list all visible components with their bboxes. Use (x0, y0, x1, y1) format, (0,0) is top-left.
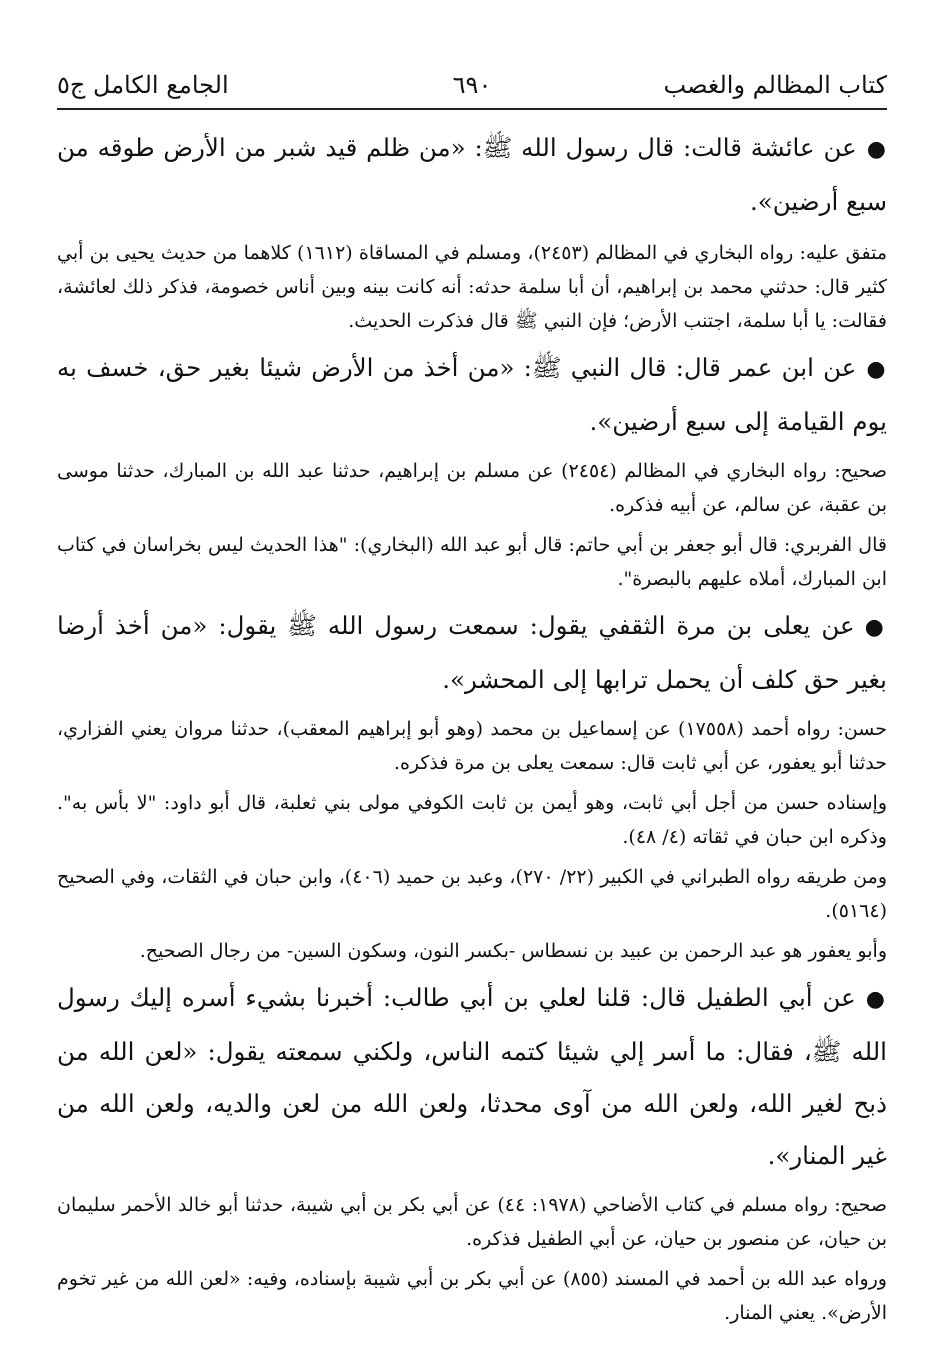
hadith-text: عن أبي الطفيل قال: قلنا لعلي بن أبي طالب: أخبرنا بشيء أسره إليك رسول الله ﷺ، فقال: ما أسر إلي شيئا كتمه الناس، ولكني سمعته يقول: «لعن الله من ذبح لغير الله، ولعن الله من آوى محدثا، ولعن الله من لعن والديه، ولعن الله من غير المنار». (57, 983, 887, 1170)
bullet-icon: ● (865, 987, 887, 1012)
page-number: ٦٩٠ (452, 71, 492, 99)
commentary-paragraph: صحيح: رواه البخاري في المظالم (٢٤٥٤) عن مسلم بن إبراهيم، حدثنا عبد الله بن المبارك، حدثنا موسى بن عقبة، عن سالم، عن أبيه فذكره. (57, 460, 887, 516)
hadith-paragraph (57, 342, 887, 448)
bullet-icon: ● (866, 357, 887, 382)
page-body (57, 122, 887, 1334)
bullet-icon: ● (864, 615, 887, 640)
commentary-paragraph: وأبو يعفور هو عبد الرحمن بن عبيد بن نسطاس -بكسر النون، وسكون السين- من رجال الصحيح. (139, 940, 887, 962)
commentary-paragraph: وإسناده حسن من أجل أبي ثابت، وهو أيمن بن ثابت الكوفي مولى بني ثعلبة، قال أبو داود: "لا بأس به". وذكره ابن حبان في ثقاته (٤/ ٤٨). (57, 792, 887, 848)
commentary-paragraph: ورواه عبد الله بن أحمد في المسند (٨٥٥) عن أبي بكر بن أبي شيبة بإسناده، وفيه: «لعن الله من غير تخوم الأرض». يعني المنار. (57, 1268, 887, 1324)
hadith-paragraph (57, 600, 887, 706)
hadith-paragraph (57, 122, 887, 228)
hadith-text: عن عائشة قالت: قال رسول الله ﷺ: «من ظلم قيد شبر من الأرض طوقه من سبع أرضين». (57, 133, 887, 216)
bullet-icon: ● (866, 137, 887, 162)
commentary-paragraph: صحيح: رواه مسلم في كتاب الأضاحي (١٩٧٨: ٤٤) عن أبي بكر بن أبي شيبة، حدثنا أبو خالد الأحمر سليمان بن حيان، عن منصور بن حيان، عن أبي الطفيل فذكره. (57, 1194, 887, 1250)
chapter-title: كتاب المظالم والغصب (663, 71, 887, 99)
commentary-paragraph: حسن: رواه أحمد (١٧٥٥٨) عن إسماعيل بن محمد (وهو أبو إبراهيم المعقب)، حدثنا مروان يعني الفزاري، حدثنا أبو يعفور، عن أبي ثابت قال: سمعت يعلى بن مرة فذكره. (57, 718, 888, 774)
book-title: الجامع الكامل ج٥ (57, 71, 229, 99)
hadith-text: عن ابن عمر قال: قال النبي ﷺ: «من أخذ من الأرض شيئا بغير حق، خسف به يوم القيامة إلى سبع أرضين». (57, 353, 887, 436)
commentary-paragraph: متفق عليه: رواه البخاري في المظالم (٢٤٥٣)، ومسلم في المساقاة (١٦١٢) كلاهما من حديث يحيى بن أبي كثير قال: حدثني محمد بن إبراهيم، أن أبا سلمة حدثه: أنه كانت بينه وبين أناس خصومة، فذكر ذلك لعائشة، فقالت: يا أبا سلمة، اجتنب الأرض؛ فإن النبي ﷺ قال فذكرت الحديث. (57, 242, 888, 332)
hadith-text: عن يعلى بن مرة الثقفي يقول: سمعت رسول الله ﷺ يقول: «من أخذ أرضا بغير حق كلف أن يحمل ترابها إلى المحشر». (57, 611, 887, 694)
hadith-paragraph (57, 972, 887, 1182)
running-header (57, 62, 887, 110)
commentary-paragraph: قال الفربري: قال أبو جعفر بن أبي حاتم: قال أبو عبد الله (البخاري): "هذا الحديث ليس بخراسان في كتاب ابن المبارك، أملاه عليهم بالبصرة". (57, 534, 887, 590)
commentary-paragraph: ومن طريقه رواه الطبراني في الكبير (٢٢/ ٢٧٠)، وعبد بن حميد (٤٠٦)، وابن حبان في الثقات، وفي الصحيح (٥١٦٤). (57, 866, 888, 922)
